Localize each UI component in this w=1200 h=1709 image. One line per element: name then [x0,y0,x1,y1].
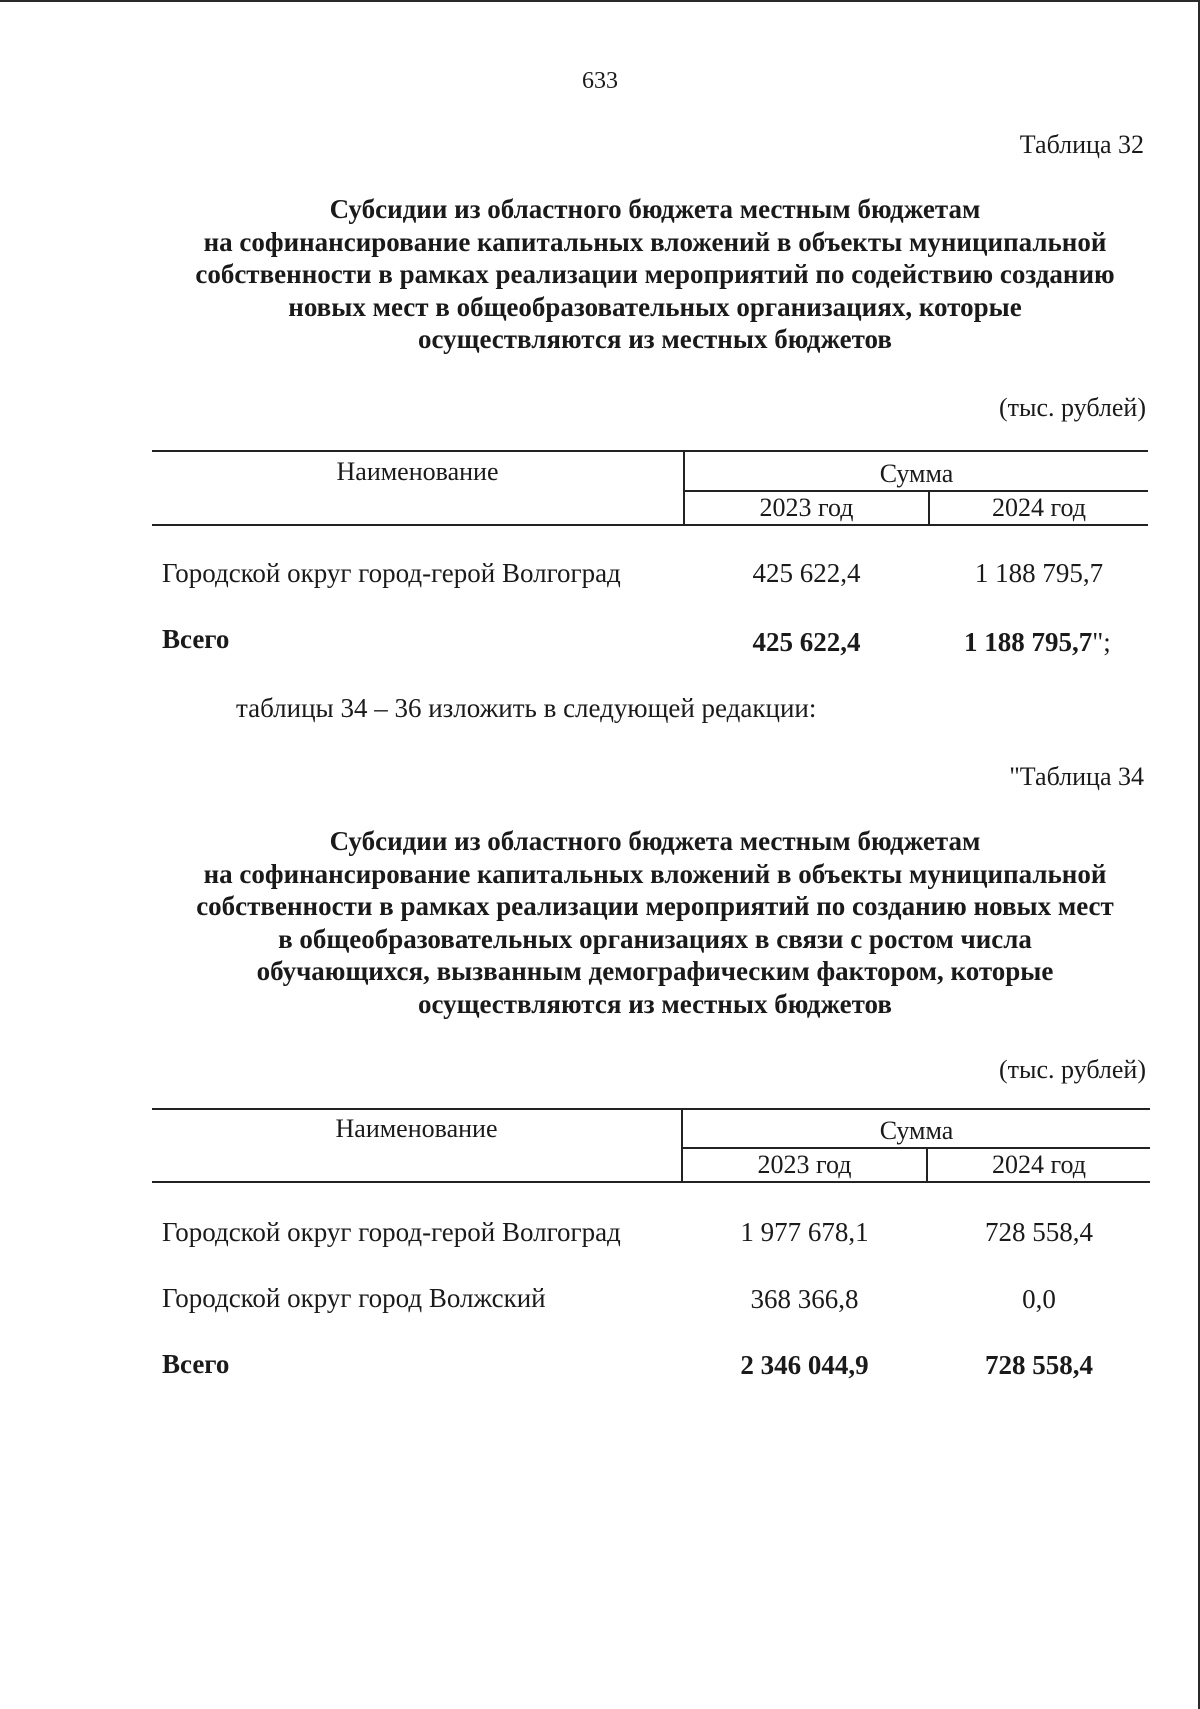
table-34-title-line: осуществляются из местных бюджетов [418,988,892,1019]
table-32-row-name: Городской округ город-герой Волгоград [162,558,621,588]
page-number: 633 [582,68,618,94]
table-32-total-2023: 425 622,4 [752,627,861,657]
table-32-label: Таблица 32 [1019,130,1144,159]
table-34-title-line: Субсидии из областного бюджета местным бюджетам [329,826,981,856]
table-34-header-sum: Сумма [879,1116,954,1145]
table-32-title [130,193,1180,356]
table-34-row-name: Городской округ город Волжский [162,1283,546,1313]
table-34-label: "Таблица 34 [1009,762,1144,791]
table-34-header-2023: 2023 год [757,1150,852,1179]
table-34-header-2024: 2024 год [992,1150,1086,1179]
table-34-header-name: Наименование [335,1114,498,1143]
table-34-total-label: Всего [162,1349,230,1379]
table-32-title-line: осуществляются из местных бюджетов [418,324,892,354]
table-34-row-2024: 728 558,4 [985,1217,1093,1247]
amendment-instruction: таблицы 34 – 36 изложить в следующей редакции: [236,693,817,723]
table-32-units: (тыс. рублей) [998,393,1146,422]
table-32-total-2024-cell [964,627,1111,658]
table-34-total-2023: 2 346 044,9 [740,1350,869,1380]
table-32-header-2023: 2023 год [759,493,854,522]
table-34-title-line: собственности в рамках реализации мероприятий по созданию новых мест [196,891,1114,921]
table-32-title-line: Субсидии из областного бюджета местным бюджетам [329,194,981,224]
table-32-row-2024: 1 188 795,7 [974,558,1104,588]
table-34-title-line: на софинансирование капитальных вложений в объекты муниципальной [203,858,1107,889]
table-32-sum-rule [683,490,1148,492]
table-34-total-2024: 728 558,4 [985,1350,1093,1380]
table-32-header-name: Наименование [336,457,499,486]
table-32-header-sum: Сумма [879,459,954,488]
table-32-title-line: новых мест в общеобразовательных организациях, которые [288,291,1022,322]
table-32-title-line: на софинансирование капитальных вложений в объекты муниципальной [203,226,1107,257]
table-34-units: (тыс. рублей) [998,1055,1146,1084]
table-34-row-2024: 0,0 [1022,1284,1056,1314]
table-32-total-2024: 1 188 795,7 [964,627,1093,657]
page-edge-top [0,0,1200,2]
table-34-row-name: Городской округ город-герой Волгоград [162,1217,621,1247]
table-32-header-rule [152,524,1148,526]
table-32-closing-quote: "; [1092,627,1111,657]
table-34-title-line: обучающихся, вызванным демографическим фактором, которые [256,956,1054,986]
table-34-row-2023: 368 366,8 [750,1284,859,1314]
table-32-title-line: собственности в рамках реализации мероприятий по содействию созданию [195,259,1115,289]
table-34-row-2023: 1 977 678,1 [740,1217,869,1247]
table-32-total-label: Всего [162,624,230,654]
table-34-top-rule [152,1108,1150,1110]
table-34-title [130,825,1180,1020]
table-34-sum-rule [681,1147,1150,1149]
table-34-header-rule [152,1181,1150,1183]
table-32-top-rule [152,450,1148,452]
table-32-header-2024: 2024 год [992,493,1086,522]
table-32-row-2023: 425 622,4 [752,558,861,588]
table-34-title-line: в общеобразовательных организациях в связи с ростом числа [278,923,1032,954]
